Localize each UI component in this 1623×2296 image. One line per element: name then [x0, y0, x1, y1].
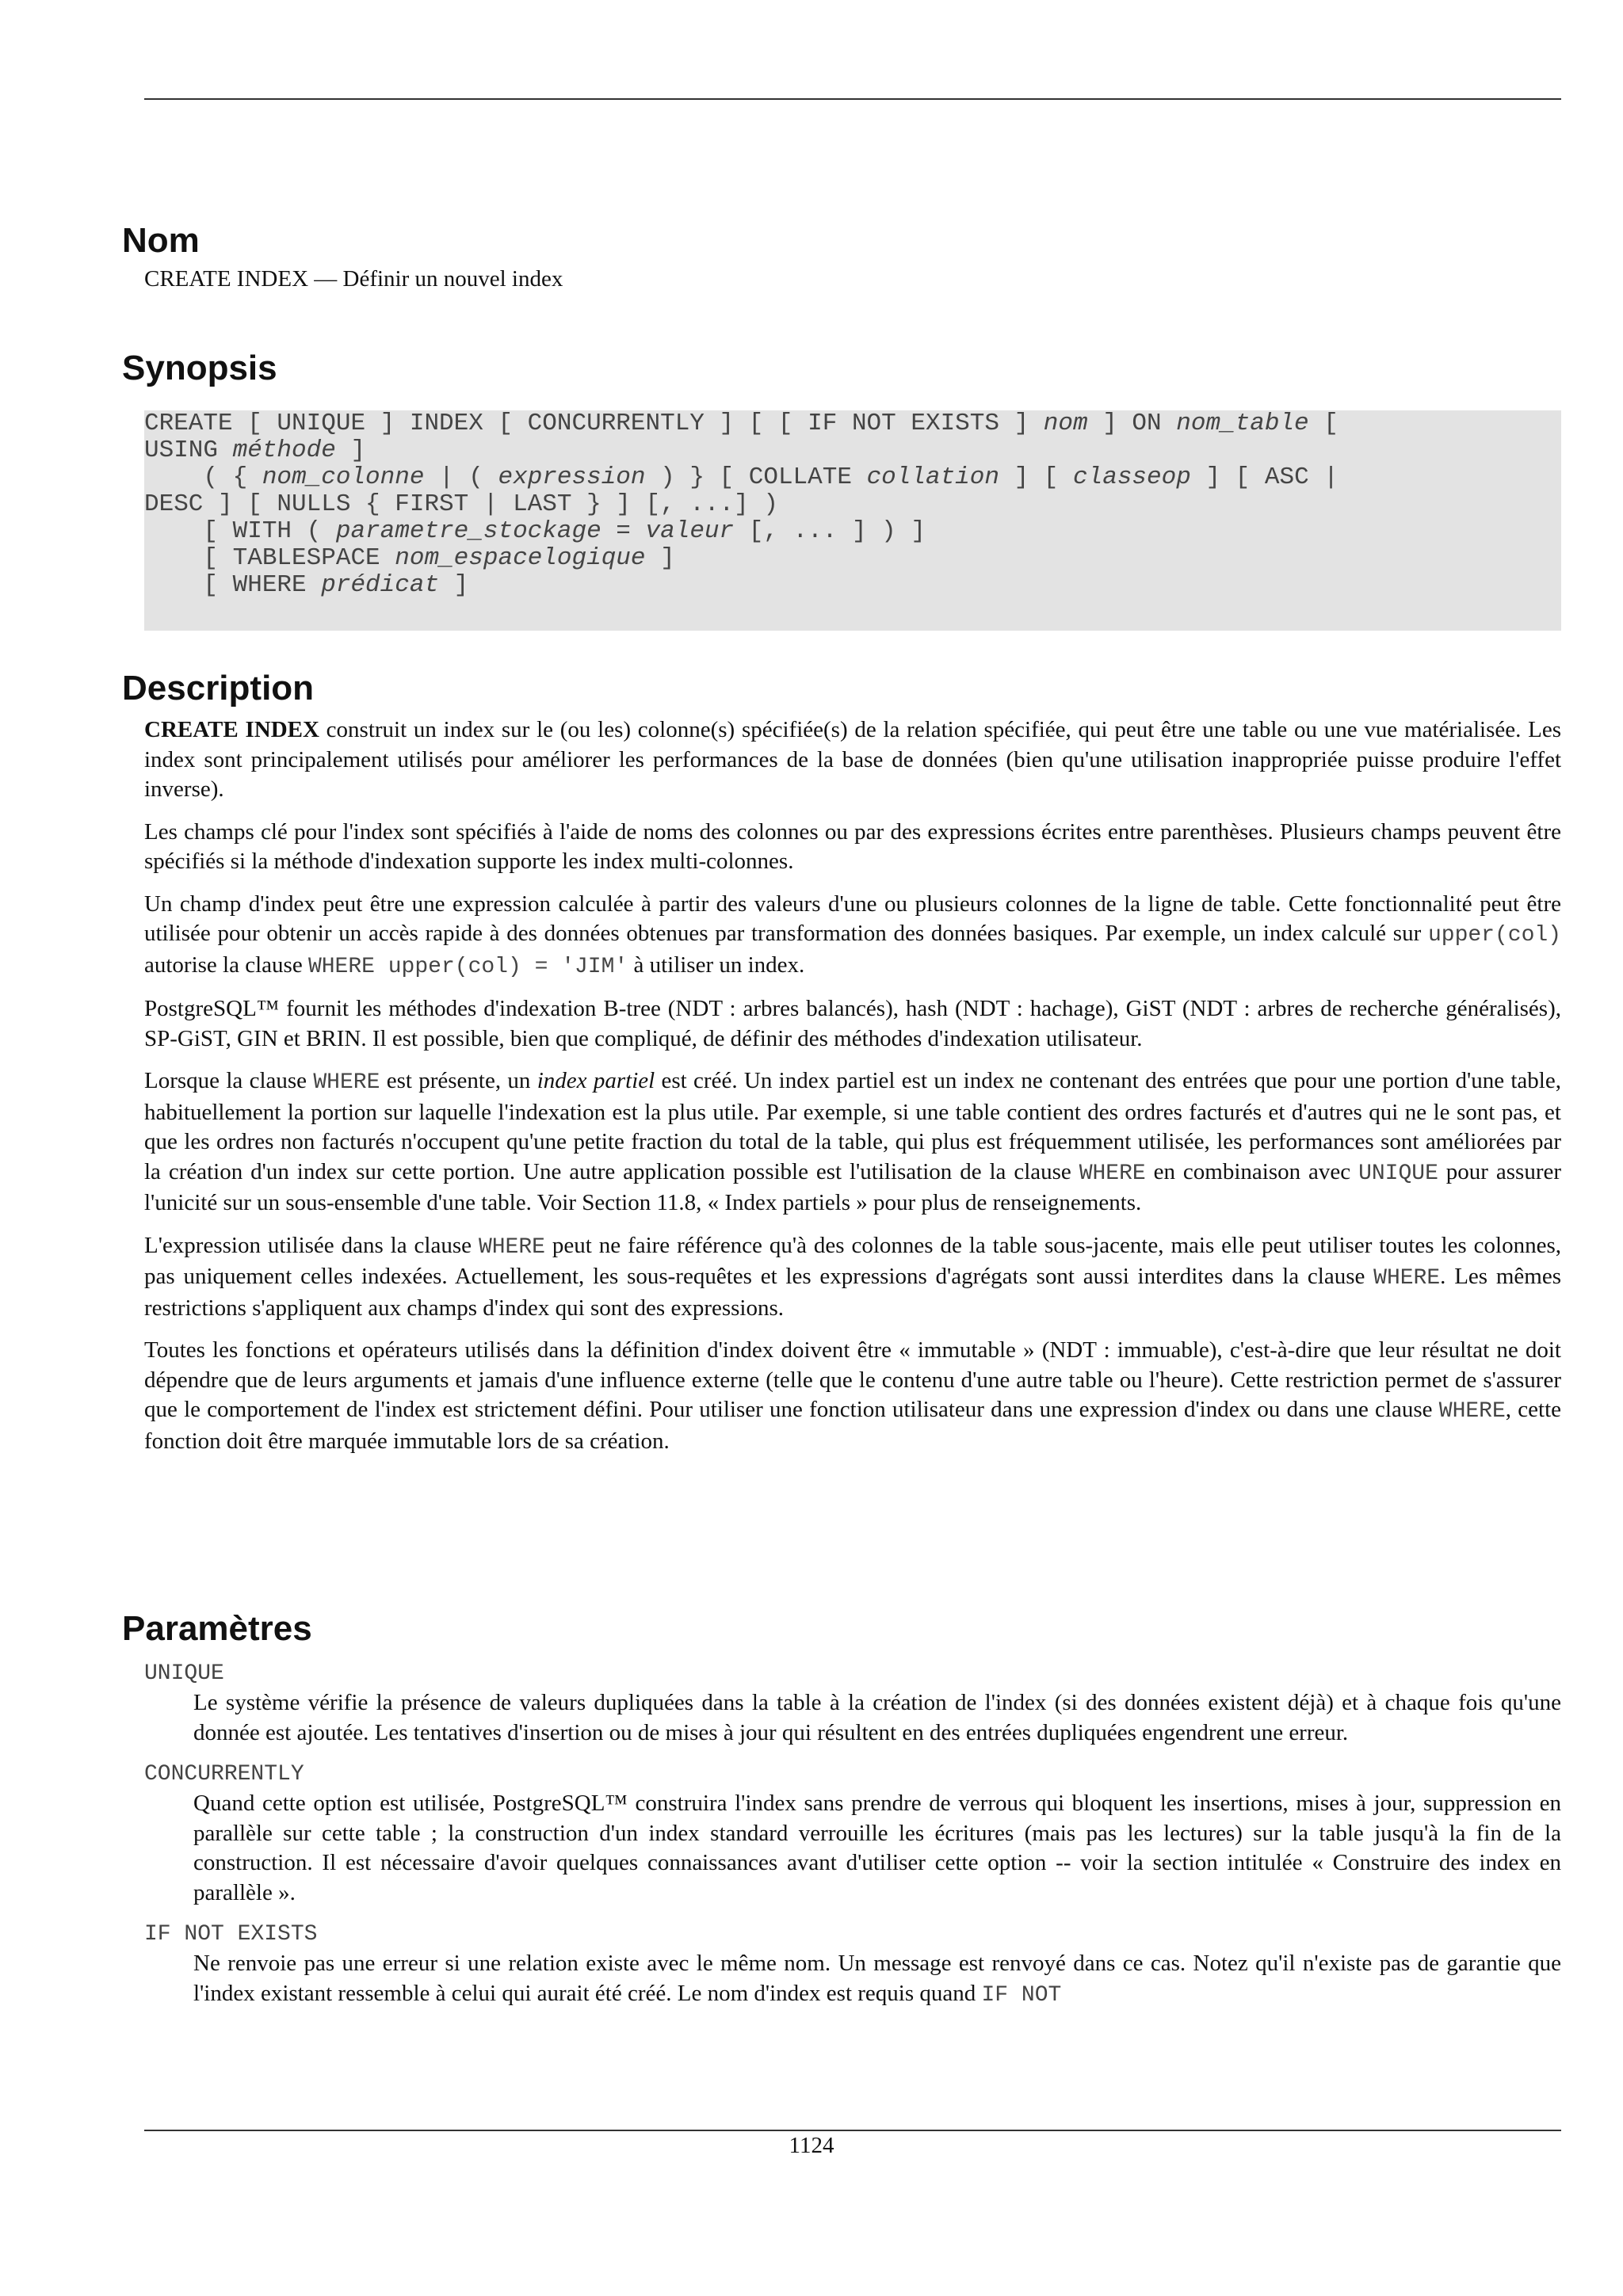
text-run: PostgreSQL™ fournit les méthodes d'indexation B-tree (NDT : arbres balancés), hash (NDT : hachage), GiST (NDT : arbres de recherche généralisés), SP-GiST, GIN et BRIN. Il est possible, bien que compliqué, de définir des méthodes d'indexation utilisateur.	[144, 996, 1561, 1051]
synopsis-placeholder: collation	[866, 463, 999, 491]
section-parametres	[122, 1607, 1561, 1651]
synopsis-line	[144, 571, 468, 599]
description-heading: Description	[122, 669, 315, 707]
inline-code: WHERE upper(col) = 'JIM'	[307, 954, 628, 979]
text-run: Les champs clé pour l'index sont spécifiés à l'aide de noms des colonnes ou par des expressions écrites entre parenthèses. Plusieurs champs peuvent être spécifiés si la méthode d'indexation supporte les index multi-colonnes.	[144, 818, 1561, 874]
synopsis-code	[144, 410, 1561, 599]
inline-code: IF NOT	[981, 1982, 1062, 2008]
synopsis-line	[144, 410, 1338, 437]
synopsis-line	[144, 517, 926, 545]
text-run: Le système vérifie la présence de valeurs dupliquées dans la table à la création de l'index (si des données existent déjà) et à chaque fois qu'une donnée est ajoutée. Les tentatives d'insertion ou de mises à jour qui résultent en des entrées dupliquées engendrent une erreur.	[193, 1690, 1561, 1745]
synopsis-line	[144, 544, 675, 572]
text-run: à utiliser un index.	[628, 952, 805, 978]
text-run: est présente, un	[380, 1068, 537, 1093]
parameter-definition	[193, 1949, 1561, 2010]
text-run: Quand cette option est utilisée, PostgreSQL™ construira l'index sans prendre de verrous qui bloquent les insertions, mises à jour, suppression en parallèle sur cette table ; la construction d'un index standard verrouille les écritures (mais pas les lectures) sur la table jusqu'à la fin de la construction. Il est nécessaire d'avoir quelques connaissances avant d'utiliser cette option -- voir la section intitulée « Construire des index en parallèle ».	[193, 1791, 1561, 1905]
text-run: autorise la clause	[144, 952, 308, 978]
text-run: Lorsque la clause	[144, 1068, 314, 1093]
synopsis-placeholder: classeop	[1073, 463, 1191, 491]
text-run: construit un index sur le (ou les) colonne(s) spécifiée(s) de la relation spécifiée, qui peut être une table ou une vue matérialisée. Les index sont principalement utilisés pour améliorer les performances de la base de données (bien qu'une utilisation inappropriée puisse produire l'effet inverse).	[144, 717, 1561, 802]
inline-code: WHERE	[478, 1234, 545, 1260]
description-paragraph	[144, 715, 1561, 805]
page-number: 1124	[789, 2133, 834, 2158]
inline-code: WHERE	[1438, 1399, 1506, 1424]
description-paragraph	[144, 818, 1561, 877]
synopsis-heading: Synopsis	[122, 349, 277, 387]
synopsis-keyword: [ WHERE	[144, 571, 322, 599]
nom-body	[144, 265, 1561, 295]
text-run: , cette fonction doit être marquée immutable lors de sa création.	[144, 1397, 1561, 1454]
synopsis-keyword: ]	[645, 544, 675, 572]
synopsis-placeholder: prédicat	[321, 571, 440, 599]
text-run: . Les mêmes restrictions s'appliquent aux champs d'index qui sont des expressions.	[144, 1264, 1561, 1321]
parameter-term: UNIQUE	[144, 1661, 224, 1686]
text-run: pour assurer l'unicité sur un sous-ensemble d'une table. Voir Section 11.8, « Index partiels » pour plus de renseignements.	[144, 1158, 1562, 1215]
bold-text: CREATE INDEX	[144, 717, 319, 742]
description-paragraph	[144, 994, 1561, 1054]
synopsis-keyword: [ TABLESPACE	[144, 544, 395, 572]
synopsis-placeholder: nom_colonne	[262, 463, 425, 491]
synopsis-line	[144, 463, 1338, 491]
description-paragraph	[144, 1231, 1561, 1324]
synopsis-keyword: ] ON	[1087, 410, 1177, 437]
text-run: est créé. Un index partiel est un index ne contenant des entrées que pour une portion d'une table, habituellement la portion sur laquelle l'indexation est la plus utile. Par exemple, si une table contient des ordres facturés et d'autres qui ne le sont pas, et que les ordres non facturés n'occupent qu'une petite fraction du total de la table, qui plus est fréquemment utilisée, les performances sont améliorées par la création d'un index sur cette portion. Une autre application possible est l'utilisation de la clause	[144, 1068, 1561, 1184]
synopsis-keyword: ]	[335, 437, 366, 464]
synopsis-keyword: [, ... ] ) ]	[734, 517, 926, 545]
section-synopsis	[122, 346, 1561, 391]
inline-code: WHERE	[313, 1070, 380, 1095]
inline-code: upper(col)	[1427, 923, 1561, 948]
synopsis-keyword: =	[601, 517, 646, 545]
synopsis-line	[144, 490, 778, 518]
synopsis-keyword: | (	[424, 463, 498, 491]
section-nom	[122, 219, 1561, 263]
nom-heading: Nom	[122, 221, 200, 260]
synopsis-line	[144, 437, 365, 464]
text-run: Ne renvoie pas une erreur si une relation existe avec le même nom. Un message est renvoyé dans ce cas. Notez qu'il n'existe pas de garantie que l'index existant ressemble à celui qui aurait été créé. Le nom d'index est requis quand	[193, 1951, 1561, 2006]
parameter-definition	[193, 1688, 1561, 1748]
parametres-heading: Paramètres	[122, 1609, 312, 1648]
description-body	[144, 715, 1561, 1469]
description-paragraph	[144, 890, 1561, 982]
text-run: en combinaison avec	[1145, 1158, 1359, 1184]
nom-text: CREATE INDEX — Définir un nouvel index	[144, 266, 563, 292]
parameter-term: CONCURRENTLY	[144, 1762, 304, 1787]
text-run: Toutes les fonctions et opérateurs utilisés dans la définition d'index doivent être « immutable » (NDT : immuable), c'est-à-dire que leur résultat ne doit dépendre que de leurs arguments et jamais d'une influence externe (telle que le contenu d'une autre table ou l'heure). Cette restriction permet de s'assurer que le comportement de l'index est strictement défini. Pour utiliser une fonction utilisateur dans une expression d'index ou dans une clause	[144, 1337, 1561, 1422]
synopsis-keyword: USING	[144, 437, 233, 464]
text-run: peut ne faire référence qu'à des colonnes de la table sous-jacente, mais elle peut utiliser toutes les colonnes, pas uniquement celles indexées. Actuellement, les sous-requêtes et les expressions d'agrégats sont aussi interdites dans la clause	[144, 1232, 1561, 1289]
inline-code: UNIQUE	[1358, 1161, 1438, 1186]
inline-code: WHERE	[1373, 1266, 1441, 1291]
inline-code: WHERE	[1079, 1161, 1146, 1186]
synopsis-placeholder: expression	[498, 463, 646, 491]
text-run: L'expression utilisée dans la clause	[144, 1232, 479, 1258]
synopsis-keyword: ( {	[144, 463, 262, 491]
synopsis-placeholder: valeur	[645, 517, 735, 545]
parametres-body	[144, 1660, 1561, 2023]
synopsis-keyword: [	[1308, 410, 1338, 437]
header-rule	[144, 98, 1561, 100]
footer-rule	[144, 2130, 1561, 2131]
synopsis-keyword: ) } [ COLLATE	[645, 463, 867, 491]
synopsis-placeholder: nom_espacelogique	[395, 544, 646, 572]
section-description	[122, 666, 1561, 711]
synopsis-keyword: ] [ ASC |	[1190, 463, 1338, 491]
synopsis-keyword: DESC ] [ NULLS { FIRST | LAST } ] [, ...] )	[144, 490, 778, 518]
description-paragraph	[144, 1336, 1561, 1456]
synopsis-block	[144, 410, 1561, 631]
synopsis-placeholder: nom	[1043, 410, 1088, 437]
synopsis-keyword: ]	[439, 571, 469, 599]
parameter-definition	[193, 1789, 1561, 1908]
synopsis-placeholder: nom_table	[1176, 410, 1309, 437]
synopsis-keyword: ] [	[999, 463, 1074, 491]
description-paragraph	[144, 1066, 1561, 1219]
italic-text: index partiel	[537, 1068, 655, 1093]
synopsis-keyword: [ WITH (	[144, 517, 336, 545]
synopsis-placeholder: méthode	[232, 437, 336, 464]
parameter-term: IF NOT EXISTS	[144, 1922, 318, 1947]
synopsis-keyword: CREATE [ UNIQUE ] INDEX [ CONCURRENTLY ] [ [ IF NOT EXISTS ]	[144, 410, 1044, 437]
synopsis-placeholder: parametre_stockage	[335, 517, 601, 545]
text-run: Un champ d'index peut être une expression calculée à partir des valeurs d'une ou plusieurs colonnes de la ligne de table. Cette fonctionnalité peut être utilisée pour obtenir un accès rapide à des données obtenues par transformation des données basiques. Par exemple, un index calculé sur	[144, 891, 1561, 946]
